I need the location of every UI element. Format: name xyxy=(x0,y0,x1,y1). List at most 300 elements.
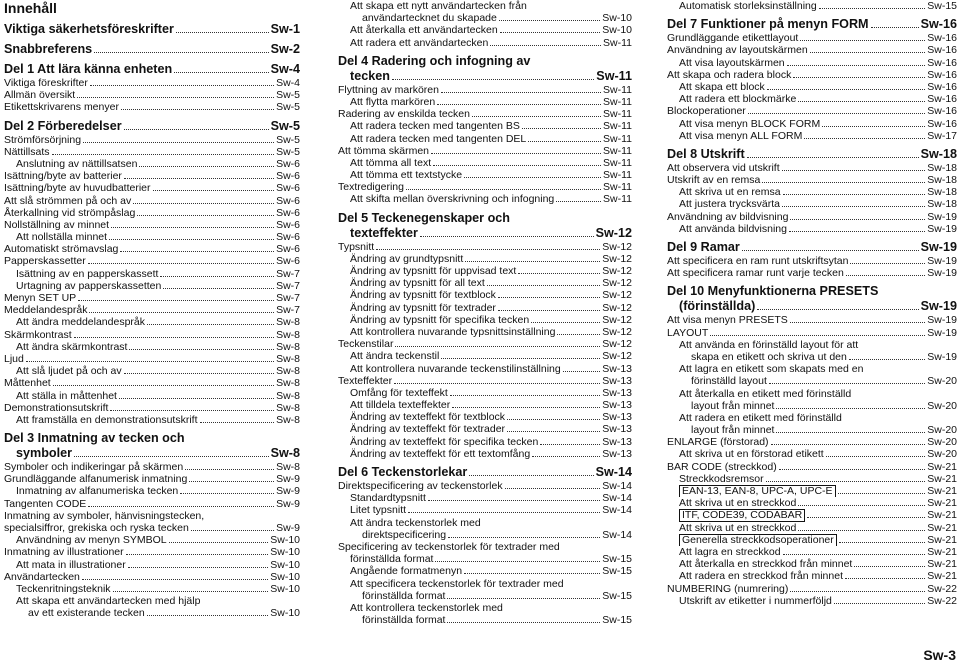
section-heading xyxy=(4,62,300,77)
entry-title: Ändring av grundtypsnitt xyxy=(350,252,464,265)
toc-column-1 xyxy=(4,0,300,620)
toc-entry xyxy=(4,243,300,255)
entry-page: Sw-5 xyxy=(276,101,300,114)
toc-entry xyxy=(338,565,632,577)
toc-title xyxy=(4,0,300,17)
toc-entry xyxy=(4,402,300,414)
entry-title: Urtagning av papperskassetten xyxy=(16,279,162,292)
dot-leader xyxy=(452,407,600,408)
entry-title: Omfång för texteffekt xyxy=(350,386,448,399)
entry-page: Sw-16 xyxy=(927,105,957,118)
entry-title: Allmän översikt xyxy=(4,89,76,102)
entry-title: Att skriva ut en streckkod xyxy=(679,497,797,510)
entry-title: Att visa menyn PRESETS xyxy=(667,314,788,327)
entry-page: Sw-14 xyxy=(595,465,632,479)
toc-entry xyxy=(667,595,957,607)
toc-entry xyxy=(667,461,957,473)
dot-leader xyxy=(110,410,274,411)
entry-page: Sw-16 xyxy=(927,44,957,57)
entry-title: Ändring av texteffekt för textblock xyxy=(350,411,506,424)
entry-title: Att återkalla en streckkod från minnet xyxy=(679,558,853,571)
dot-leader xyxy=(487,285,600,286)
entry-title: Nättillsats xyxy=(4,145,50,158)
entry-title: Strömförsörjning xyxy=(4,133,82,146)
dot-leader xyxy=(113,591,269,592)
dot-leader xyxy=(464,573,600,574)
dot-leader xyxy=(392,79,594,80)
entry-title: Meddelandespråk xyxy=(4,304,88,317)
entry-page: Sw-8 xyxy=(276,340,300,353)
entry-page: Sw-8 xyxy=(276,365,300,378)
entry-page: Sw-6 xyxy=(276,218,300,231)
toc-entry xyxy=(338,529,632,541)
dot-leader xyxy=(767,89,925,90)
toc-entry xyxy=(338,253,632,265)
entry-page: Sw-13 xyxy=(602,447,632,460)
entry-title: av ett existerande tecken xyxy=(28,607,145,620)
entry-title: Ändring av texteffekt för ett textomfång xyxy=(350,447,531,460)
dot-leader xyxy=(464,177,601,178)
dot-leader xyxy=(88,263,274,264)
entry-page: Sw-14 xyxy=(602,480,632,492)
toc-entry xyxy=(667,546,957,558)
entry-title: Att radera ett användartecken xyxy=(350,36,489,49)
entry-title: Skärmkontrast xyxy=(4,328,72,341)
toc-entry xyxy=(338,553,632,565)
entry-title: Att ändra teckenstil xyxy=(350,350,440,363)
entry-page: Sw-12 xyxy=(595,225,632,240)
section-heading xyxy=(338,465,632,480)
entry-title: Återkallning vid strömpåslag xyxy=(4,206,136,219)
toc-entry xyxy=(338,504,632,516)
entry-page: Sw-8 xyxy=(276,328,300,341)
entry-page: Sw-11 xyxy=(603,156,632,169)
toc-entry xyxy=(338,133,632,145)
dot-leader xyxy=(782,170,926,171)
entry-title: Del 2 Förberedelser xyxy=(4,118,122,133)
entry-page: Sw-11 xyxy=(603,181,632,194)
toc-entry xyxy=(667,130,957,142)
entry-page: Sw-8 xyxy=(276,461,300,474)
toc-entry xyxy=(667,485,957,497)
entry-page: Sw-8 xyxy=(276,377,300,390)
entry-title: Del 1 Att lära känna enheten xyxy=(4,62,173,76)
entry-page: Sw-7 xyxy=(276,304,300,317)
toc-entry xyxy=(667,522,957,534)
entry-title: Menyn SET UP xyxy=(4,292,77,304)
dot-leader xyxy=(748,113,925,114)
toc-entry xyxy=(667,436,957,448)
entry-title: förinställda format xyxy=(350,553,434,566)
dot-leader xyxy=(845,578,925,579)
toc-entry xyxy=(667,69,957,81)
entry-page: Sw-12 xyxy=(602,301,632,314)
dot-leader xyxy=(124,373,274,374)
entry-page: Sw-20 xyxy=(927,399,957,412)
dot-leader xyxy=(762,182,925,183)
entry-title: Att återkalla en etikett med förinställd xyxy=(679,387,852,400)
entry-title: Del 10 Menyfunktionerna PRESETS xyxy=(667,284,879,299)
dot-leader xyxy=(465,261,600,262)
toc-entry xyxy=(4,510,300,522)
toc-entry xyxy=(4,134,300,146)
toc-entry xyxy=(667,162,957,174)
toc-entry xyxy=(667,412,957,424)
entry-title: Användning av menyn SYMBOL xyxy=(16,534,167,547)
entry-page: Sw-11 xyxy=(603,169,632,182)
entry-title: Teckenstilar xyxy=(338,338,394,351)
toc-entry xyxy=(338,84,632,96)
entry-title: Del 7 Funktioner på menyn FORM xyxy=(667,17,869,32)
entry-page: Sw-8 xyxy=(276,401,300,414)
entry-title: Att lagra en etikett som skapats med en xyxy=(679,363,864,376)
dot-leader xyxy=(77,97,274,98)
entry-title: EAN-13, EAN-8, UPC-A, UPC-E xyxy=(679,485,836,497)
entry-page: Sw-21 xyxy=(927,485,957,497)
section-heading xyxy=(667,284,957,299)
entry-page: Sw-6 xyxy=(276,182,300,195)
entry-title: Användning av bildvisning xyxy=(667,210,789,223)
entry-page: Sw-7 xyxy=(276,292,300,304)
entry-title: Ändring av texteffekt för specifika tecken xyxy=(350,435,539,448)
dot-leader xyxy=(532,456,600,457)
toc-entry xyxy=(4,583,300,595)
entry-title: Att radera en etikett med förinställd xyxy=(679,411,842,424)
entry-title: layout från minnet xyxy=(691,399,775,412)
toc-entry xyxy=(4,341,300,353)
dot-leader xyxy=(109,239,274,240)
entry-page: Sw-21 xyxy=(927,497,957,510)
entry-title: Att skapa ett block xyxy=(679,80,765,93)
entry-title: Ändring av typsnitt för all text xyxy=(350,277,485,290)
entry-page: Sw-20 xyxy=(927,448,957,461)
entry-title: Del 8 Utskrift xyxy=(667,146,745,161)
section-heading xyxy=(338,54,632,69)
toc-entry xyxy=(4,546,300,558)
entry-title: förinställda format xyxy=(362,614,446,627)
entry-title: Måttenhet xyxy=(4,377,51,390)
entry-title: förinställd layout xyxy=(691,375,767,388)
entry-page: Sw-12 xyxy=(602,277,632,290)
page-number: Sw-3 xyxy=(923,647,956,663)
dot-leader xyxy=(800,40,925,41)
dot-leader xyxy=(437,104,601,105)
toc-entry xyxy=(338,363,632,375)
dot-leader xyxy=(395,346,600,347)
entry-title: Nollställning av minnet xyxy=(4,218,110,231)
toc-entry xyxy=(4,316,300,328)
dot-leader xyxy=(180,493,274,494)
entry-title: Del 6 Teckenstorlekar xyxy=(338,465,468,479)
toc-entry xyxy=(4,255,300,267)
entry-title: ITF, CODE39, CODABAR xyxy=(679,509,805,521)
entry-page: Sw-1 xyxy=(270,22,300,36)
entry-page: Sw-8 xyxy=(270,446,300,461)
entry-title: Litet typsnitt xyxy=(350,504,407,517)
entry-page: Sw-21 xyxy=(927,570,957,583)
dot-leader xyxy=(435,561,600,562)
entry-page: Sw-9 xyxy=(276,497,300,510)
dot-leader xyxy=(433,165,601,166)
toc-entry xyxy=(4,219,300,231)
entry-page: Sw-14 xyxy=(602,528,632,541)
entry-title: Att specificera teckenstorlek för textrader med xyxy=(350,577,564,590)
entry-page: Sw-19 xyxy=(927,314,957,327)
entry-page: Sw-5 xyxy=(276,145,300,158)
dot-leader xyxy=(834,603,925,604)
entry-title: Direktspecificering av teckenstorlek xyxy=(338,480,503,492)
dot-leader xyxy=(428,500,600,501)
entry-page: Sw-13 xyxy=(602,386,632,399)
toc-entry xyxy=(338,145,632,157)
dot-leader xyxy=(121,109,274,110)
dot-leader xyxy=(498,310,600,311)
dot-leader xyxy=(83,142,274,143)
entry-page: Sw-12 xyxy=(602,252,632,265)
dot-leader xyxy=(191,530,274,531)
entry-page: Sw-18 xyxy=(927,198,957,211)
entry-title: Att tömma skärmen xyxy=(338,144,430,157)
entry-page: Sw-9 xyxy=(276,522,300,534)
dot-leader xyxy=(74,456,269,457)
entry-page: Sw-20 xyxy=(927,436,957,449)
entry-page: Sw-15 xyxy=(602,553,632,566)
dot-leader xyxy=(176,32,269,33)
entry-title: Flyttning av markören xyxy=(338,83,439,96)
entry-title: Att slå ljudet på och av xyxy=(16,365,122,378)
entry-page: Sw-18 xyxy=(927,174,957,187)
section-heading xyxy=(667,240,957,255)
toc-entry xyxy=(4,329,300,341)
entry-title: Att lagra en streckkod xyxy=(679,545,781,558)
entry-page: Sw-13 xyxy=(602,374,632,387)
entry-page: Sw-15 xyxy=(927,0,957,12)
entry-page: Sw-22 xyxy=(927,582,957,595)
entry-title: Textredigering xyxy=(338,181,404,194)
toc-entry xyxy=(667,267,957,279)
toc-entry xyxy=(667,351,957,363)
toc-entry xyxy=(338,265,632,277)
entry-page: Sw-5 xyxy=(276,133,300,146)
dot-leader xyxy=(849,359,925,360)
entry-page: Sw-11 xyxy=(603,36,632,49)
toc-entry xyxy=(338,37,632,49)
entry-title: Att ändra skärmkontrast xyxy=(16,340,128,353)
dot-leader xyxy=(160,276,274,277)
dot-leader xyxy=(556,201,601,202)
dot-leader xyxy=(447,598,600,599)
entry-title: Automatisk storleksinställning xyxy=(679,0,817,12)
dot-leader xyxy=(139,166,274,167)
entry-title: LAYOUT xyxy=(667,326,709,339)
entry-title: Att slå strömmen på och av xyxy=(4,194,132,207)
entry-page: Sw-4 xyxy=(270,62,300,76)
dot-leader xyxy=(505,488,601,489)
toc-entry xyxy=(667,448,957,460)
dot-leader xyxy=(119,398,274,399)
entry-title: Viktiga föreskrifter xyxy=(4,77,88,89)
section-heading xyxy=(4,431,300,446)
toc-entry xyxy=(338,241,632,253)
toc-entry xyxy=(667,583,957,595)
toc-entry xyxy=(338,326,632,338)
entry-title: Standardtypsnitt xyxy=(350,492,426,505)
entry-title: Typsnitt xyxy=(338,240,375,253)
toc-entry xyxy=(338,541,632,553)
dot-leader xyxy=(839,542,925,543)
entry-page: Sw-17 xyxy=(927,129,957,142)
entry-title: Att observera vid utskrift xyxy=(667,161,780,174)
entry-page: Sw-11 xyxy=(603,193,632,206)
entry-page: Sw-11 xyxy=(603,108,632,121)
entry-title: ENLARGE (förstorad) xyxy=(667,436,769,449)
entry-title: texteffekter xyxy=(350,225,418,240)
entry-title: Att visa menyn ALL FORM xyxy=(679,129,803,142)
entry-title: Blockoperationer xyxy=(667,105,746,118)
entry-title: Utskrift av en remsa xyxy=(667,174,761,187)
entry-page: Sw-19 xyxy=(927,326,957,339)
entry-page: Sw-16 xyxy=(927,93,957,106)
entry-title: Att visa menyn BLOCK FORM xyxy=(679,117,821,130)
entry-title: förinställda format xyxy=(362,589,446,602)
entry-page: Sw-13 xyxy=(602,399,632,412)
entry-page: Sw-10 xyxy=(270,546,300,559)
entry-title: Snabbreferens xyxy=(4,42,93,56)
entry-page: Sw-6 xyxy=(276,206,300,219)
entry-page: Sw-6 xyxy=(276,255,300,268)
entry-page: Sw-19 xyxy=(927,222,957,235)
dot-leader xyxy=(789,231,925,232)
dot-leader xyxy=(798,505,925,506)
dot-leader xyxy=(854,566,925,567)
entry-title: Inmatning av symboler, hänvisningstecken, xyxy=(4,509,205,522)
toc-entry xyxy=(667,186,957,198)
entry-page: Sw-18 xyxy=(927,161,957,174)
toc-entry xyxy=(667,211,957,223)
dot-leader xyxy=(790,219,925,220)
dot-leader xyxy=(78,300,274,301)
dot-leader xyxy=(124,129,269,130)
entry-title: användartecknet du skapade xyxy=(362,12,497,25)
entry-page: Sw-5 xyxy=(276,89,300,102)
entry-title: Del 5 Teckenegenskaper och xyxy=(338,210,510,225)
entry-page: Sw-15 xyxy=(602,565,632,578)
toc-entry xyxy=(338,387,632,399)
toc-entry xyxy=(338,120,632,132)
entry-page: Sw-14 xyxy=(602,504,632,517)
dot-leader xyxy=(783,194,926,195)
dot-leader xyxy=(200,422,275,423)
entry-title: Radering av enskilda tecken xyxy=(338,108,470,121)
dot-leader xyxy=(798,530,925,531)
entry-page: Sw-19 xyxy=(927,210,957,223)
entry-page: Sw-5 xyxy=(270,118,300,133)
toc-entry xyxy=(667,174,957,186)
toc-entry xyxy=(338,169,632,181)
dot-leader xyxy=(111,227,274,228)
toc-entry xyxy=(338,492,632,504)
entry-title: Isättning/byte av batterier xyxy=(4,170,122,183)
dot-leader xyxy=(499,20,600,21)
dot-leader xyxy=(819,8,926,9)
entry-title: Del 3 Inmatning av tecken och xyxy=(4,431,185,446)
entry-page: Sw-19 xyxy=(920,240,957,254)
toc-entry xyxy=(667,400,957,412)
dot-leader xyxy=(822,126,925,127)
dot-leader xyxy=(408,512,600,513)
toc-entry xyxy=(4,89,300,101)
dot-leader xyxy=(124,178,274,179)
toc-column-3 xyxy=(667,0,957,607)
entry-title: Att skriva ut en förstorad etikett xyxy=(679,448,824,461)
entry-page: Sw-16 xyxy=(927,68,957,81)
entry-page: Sw-10 xyxy=(270,582,300,595)
toc-entry xyxy=(4,377,300,389)
toc-entry xyxy=(338,12,632,24)
entry-page: Sw-16 xyxy=(927,56,957,69)
toc-entry xyxy=(338,314,632,326)
dot-leader xyxy=(769,383,925,384)
entry-page: Sw-8 xyxy=(276,389,300,402)
entry-page: Sw-19 xyxy=(927,267,957,280)
toc-entry xyxy=(667,339,957,351)
toc-entry xyxy=(338,517,632,529)
toc-entry xyxy=(4,170,300,182)
toc-entry xyxy=(338,181,632,193)
toc-entry xyxy=(338,578,632,590)
entry-title: Utskrift av etiketter i nummerföljd xyxy=(679,594,832,607)
entry-title: Att skriva ut en streckkod xyxy=(679,521,797,534)
entry-page: Sw-12 xyxy=(602,325,632,338)
dot-leader xyxy=(128,567,269,568)
toc-entry xyxy=(4,280,300,292)
entry-title: Att justera trycksvärta xyxy=(679,198,780,211)
entry-page: Sw-10 xyxy=(270,558,300,571)
toc-entry xyxy=(4,571,300,583)
dot-leader xyxy=(804,138,925,139)
section-heading xyxy=(4,42,300,57)
entry-title: Etikettskrivarens menyer xyxy=(4,101,119,114)
dot-leader xyxy=(120,251,274,252)
entry-title: Att specificera en ram runt utskriftsytan xyxy=(667,255,849,267)
entry-page: Sw-19 xyxy=(927,255,957,267)
entry-title: BAR CODE (streckkod) xyxy=(667,460,777,473)
toc-entry xyxy=(338,108,632,120)
entry-page: Sw-12 xyxy=(602,338,632,351)
toc-entry xyxy=(667,509,957,521)
toc-entry xyxy=(4,498,300,510)
entry-page: Sw-12 xyxy=(602,240,632,253)
entry-page: Sw-21 xyxy=(927,509,957,522)
entry-title: Symboler och indikeringar på skärmen xyxy=(4,461,184,474)
entry-page: Sw-19 xyxy=(920,299,957,314)
toc-entry xyxy=(338,436,632,448)
dot-leader xyxy=(500,32,601,33)
dot-leader xyxy=(406,189,601,190)
entry-title: Att ändra teckenstorlek med xyxy=(350,516,481,529)
dot-leader xyxy=(790,322,925,323)
dot-leader xyxy=(710,335,925,336)
entry-title: Inmatning av illustrationer xyxy=(4,546,124,559)
entry-title: Ändring av typsnitt för uppvisad text xyxy=(350,265,517,277)
dot-leader xyxy=(26,361,274,362)
dot-leader xyxy=(490,45,601,46)
dot-leader xyxy=(147,324,274,325)
dot-leader xyxy=(846,275,925,276)
dot-leader xyxy=(448,537,600,538)
section-heading xyxy=(338,211,632,226)
toc-entry xyxy=(4,292,300,304)
